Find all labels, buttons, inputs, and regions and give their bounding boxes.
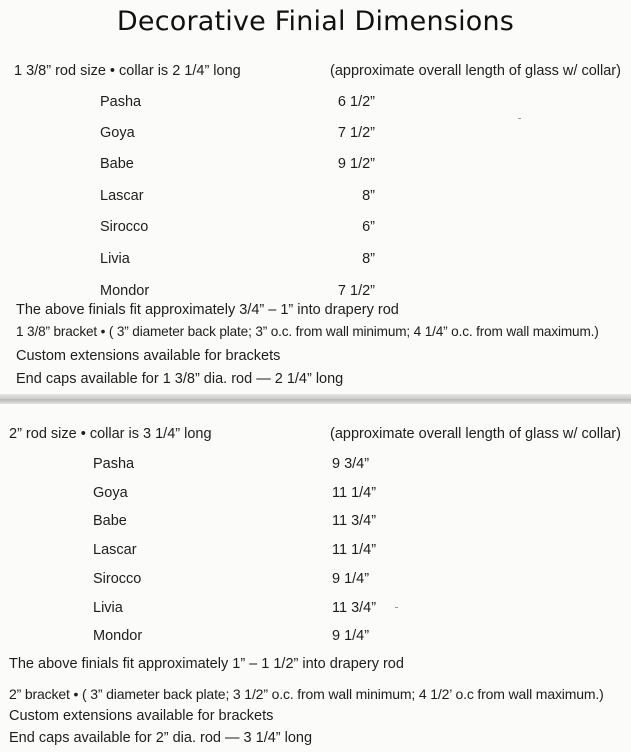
section2-finial-name: Sirocco <box>93 571 142 587</box>
section1-finial-length: 8” <box>362 251 375 267</box>
section1-finial-length: 7 1/2” <box>337 125 375 141</box>
section2-finial-length: 11 3/4” <box>332 600 377 616</box>
section1-finial-name: Mondor <box>100 283 150 299</box>
section1-endcaps-note: End caps available for 1 3/8” dia. rod — 2 1/4” long <box>16 371 344 387</box>
section1-finial-name: Babe <box>100 156 134 172</box>
section2-finial-length: 11 1/4” <box>332 485 377 501</box>
section2-finial-name: Mondor <box>93 628 143 644</box>
section2-finial-length: 9 3/4” <box>332 456 370 472</box>
section2-fit-note: The above finials fit approximately 1” – 1 1/2” into drapery rod <box>9 656 404 672</box>
section2-extensions-note: Custom extensions available for brackets <box>9 708 274 724</box>
section2-finial-length: 11 1/4” <box>332 542 377 558</box>
section1-finial-length: 8” <box>362 188 375 204</box>
section1-bracket-note: 1 3/8” bracket • ( 3” diameter back plate; 3” o.c. from wall minimum; 4 1/4” o.c. from wall maximum.) <box>16 324 599 339</box>
section2-finial-length: 11 3/4” <box>332 513 377 529</box>
section2-length-note: (approximate overall length of glass w/ collar) <box>330 426 621 442</box>
section1-finial-name: Livia <box>100 251 130 267</box>
section1-finial-name: Goya <box>100 125 135 141</box>
section1-finial-length: 6” <box>362 219 375 235</box>
section1-finial-name: Sirocco <box>100 219 149 235</box>
scan-speck <box>518 118 521 119</box>
section2-finial-length: 9 1/4” <box>332 628 370 644</box>
section2-finial-name: Babe <box>93 513 127 529</box>
section1-finial-name: Lascar <box>100 188 144 204</box>
section2-finial-length: 9 1/4” <box>332 571 370 587</box>
section1-fit-note: The above finials fit approximately 3/4” – 1” into drapery rod <box>16 302 399 318</box>
section2-finial-name: Lascar <box>93 542 137 558</box>
section2-bracket-note: 2” bracket • ( 3” diameter back plate; 3 1/2” o.c. from wall minimum; 4 1/2’ o.c from wall maximum.) <box>9 686 604 702</box>
page-title: Decorative Finial Dimensions <box>116 6 515 37</box>
section1-header: 1 3/8” rod size • collar is 2 1/4” long <box>14 63 241 79</box>
section2-finial-name: Pasha <box>93 456 135 472</box>
section1-finial-name: Pasha <box>100 94 142 110</box>
section1-length-note: (approximate overall length of glass w/ collar) <box>330 63 621 79</box>
scan-speck <box>395 607 398 608</box>
section2-finial-name: Goya <box>93 485 128 501</box>
section1-finial-length: 7 1/2” <box>337 283 375 299</box>
section1-finial-length: 6 1/2” <box>337 94 375 110</box>
section1-finial-length: 9 1/2” <box>337 156 375 172</box>
section2-header: 2” rod size • collar is 3 1/4” long <box>9 426 212 442</box>
section2-endcaps-note: End caps available for 2” dia. rod — 3 1/4” long <box>9 730 313 746</box>
section1-extensions-note: Custom extensions available for brackets <box>16 348 281 364</box>
section-divider <box>0 394 631 404</box>
section2-finial-name: Livia <box>93 600 123 616</box>
